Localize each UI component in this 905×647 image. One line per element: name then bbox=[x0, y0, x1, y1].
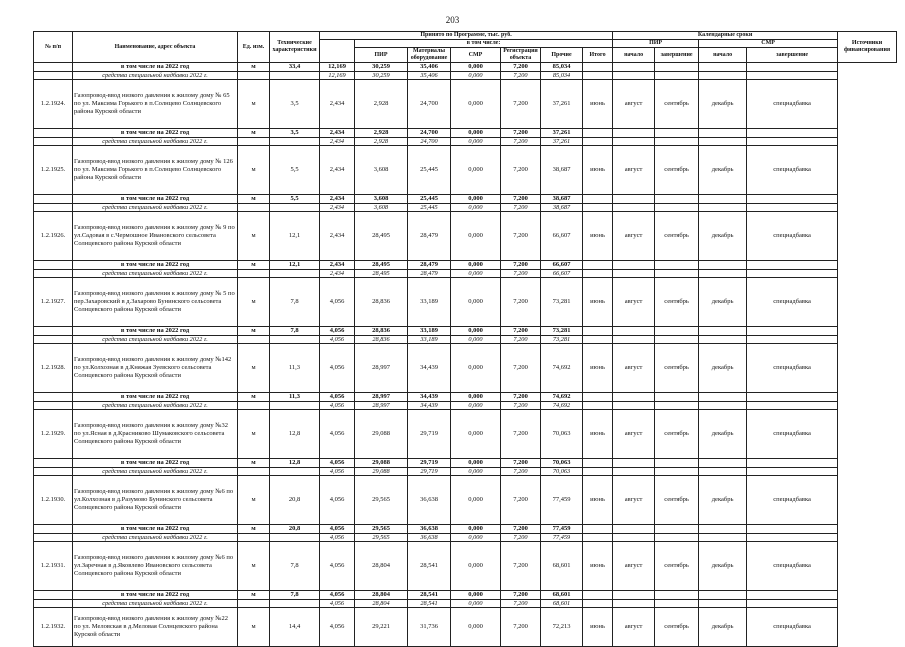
object-unit: м bbox=[238, 146, 270, 195]
smr-end: декабрь bbox=[699, 608, 747, 647]
object-total: 70,063 bbox=[541, 410, 583, 459]
object-pir: 4,056 bbox=[320, 476, 355, 525]
table-row bbox=[34, 608, 897, 647]
object-smr: 36,638 bbox=[408, 476, 451, 525]
table-row bbox=[34, 344, 897, 393]
header-other: Прочие bbox=[541, 48, 583, 63]
subtotal-row: в том числе на 2022 год м 20,8 4,056 29,565 36,638 0,000 7,200 77,459 bbox=[34, 525, 897, 534]
object-tech: 12,8 bbox=[270, 410, 320, 459]
header-unit: Ед. изм. bbox=[238, 32, 270, 63]
table-header bbox=[34, 32, 897, 63]
pir-start: июнь bbox=[583, 608, 613, 647]
funding-source: спецнадбавка bbox=[747, 146, 838, 195]
special-funds-row: средства специальной надбавки 2022 г. 4,056 29,088 29,719 0,000 7,200 70,063 bbox=[34, 468, 897, 476]
row-label: в том числе на 2022 год bbox=[73, 63, 238, 72]
row-label: в том числе на 2022 год bbox=[73, 129, 238, 138]
header-registration: Регистрация объекта bbox=[501, 48, 541, 63]
object-smr: 31,736 bbox=[408, 608, 451, 647]
header-smr-group: СМР bbox=[699, 40, 838, 48]
object-name: Газопровод-ввод низкого давления к жилому дому №6 по ул.Заречная в д.Яковлево Ивановского сельсовета Солнцевского района Курской области bbox=[73, 542, 238, 591]
carryover-total-row: в том числе на 2022 год м 33,4 12,169 30,259 35,406 0,000 7,200 85,034 bbox=[34, 63, 897, 72]
object-unit: м bbox=[238, 80, 270, 129]
object-number: 1.2.1929. bbox=[34, 410, 73, 459]
object-name: Газопровод-ввод низкого давления к жилому дому №32 по ул.Ясная в д.Красниково Шумаковского сельсовета Солнцевского района Курской области bbox=[73, 410, 238, 459]
object-pir: 4,056 bbox=[320, 278, 355, 327]
subtotal-row: в том числе на 2022 год м 12,1 2,434 28,495 28,479 0,000 7,200 66,607 bbox=[34, 261, 897, 270]
row-label: в том числе на 2022 год bbox=[73, 327, 238, 336]
smr-end: декабрь bbox=[699, 542, 747, 591]
object-number: 1.2.1932. bbox=[34, 608, 73, 647]
special-funds-row: средства специальной надбавки 2022 г. 4,056 28,804 28,541 0,000 7,200 68,601 bbox=[34, 600, 897, 608]
object-registration: 0,000 bbox=[451, 146, 501, 195]
pir-end: август bbox=[613, 608, 655, 647]
object-materials: 29,088 bbox=[355, 410, 408, 459]
pir-end: август bbox=[613, 278, 655, 327]
table-row bbox=[34, 542, 897, 591]
header-pir-group: ПИР bbox=[613, 40, 699, 48]
row-label: средства специальной надбавки 2022 г. bbox=[73, 402, 238, 410]
table-row bbox=[34, 278, 897, 327]
header-total: Итого bbox=[583, 48, 613, 63]
funding-source: спецнадбавка bbox=[747, 80, 838, 129]
object-pir: 4,056 bbox=[320, 542, 355, 591]
carryover-funds-row: средства специальной надбавки 2022 г. 12,169 30,259 35,406 0,000 7,200 85,034 bbox=[34, 72, 897, 80]
header-including: в том числе: bbox=[355, 40, 613, 48]
row-label: средства специальной надбавки 2022 г. bbox=[73, 72, 238, 80]
subtotal-row: в том числе на 2022 год м 3,5 2,434 2,928 24,700 0,000 7,200 37,261 bbox=[34, 129, 897, 138]
object-tech: 12,1 bbox=[270, 212, 320, 261]
object-number: 1.2.1926. bbox=[34, 212, 73, 261]
object-other: 7,200 bbox=[501, 410, 541, 459]
smr-start: сентябрь bbox=[655, 146, 699, 195]
object-materials: 3,608 bbox=[355, 146, 408, 195]
subtotal-row: в том числе на 2022 год м 7,8 4,056 28,836 33,189 0,000 7,200 73,281 bbox=[34, 327, 897, 336]
object-tech: 7,8 bbox=[270, 278, 320, 327]
object-other: 7,200 bbox=[501, 212, 541, 261]
object-unit: м bbox=[238, 542, 270, 591]
table-row bbox=[34, 212, 897, 261]
object-pir: 4,056 bbox=[320, 608, 355, 647]
object-tech: 20,8 bbox=[270, 476, 320, 525]
object-smr: 25,445 bbox=[408, 146, 451, 195]
table-row bbox=[34, 410, 897, 459]
object-tech: 11,3 bbox=[270, 344, 320, 393]
header-source: Источники финансирования bbox=[838, 32, 897, 63]
header-pir-end: завершение bbox=[655, 48, 699, 63]
budget-table bbox=[33, 31, 897, 647]
funding-source: спецнадбавка bbox=[747, 608, 838, 647]
table-body bbox=[34, 63, 897, 647]
object-other: 7,200 bbox=[501, 146, 541, 195]
object-unit: м bbox=[238, 278, 270, 327]
header-accepted-group: Принято по Программе, тыс. руб. bbox=[320, 32, 613, 40]
row-label: средства специальной надбавки 2022 г. bbox=[73, 270, 238, 278]
funding-source: спецнадбавка bbox=[747, 344, 838, 393]
object-registration: 0,000 bbox=[451, 80, 501, 129]
page-number: 203 bbox=[445, 15, 460, 25]
special-funds-row: средства специальной надбавки 2022 г. 4,056 28,997 34,439 0,000 7,200 74,692 bbox=[34, 402, 897, 410]
object-materials: 28,836 bbox=[355, 278, 408, 327]
object-other: 7,200 bbox=[501, 608, 541, 647]
pir-start: июнь bbox=[583, 146, 613, 195]
object-total: 66,607 bbox=[541, 212, 583, 261]
object-number: 1.2.1927. bbox=[34, 278, 73, 327]
header-smr: СМР bbox=[451, 48, 501, 63]
object-tech: 7,8 bbox=[270, 542, 320, 591]
smr-start: сентябрь bbox=[655, 476, 699, 525]
smr-end: декабрь bbox=[699, 146, 747, 195]
object-number: 1.2.1930. bbox=[34, 476, 73, 525]
pir-end: август bbox=[613, 344, 655, 393]
funding-source: спецнадбавка bbox=[747, 278, 838, 327]
row-label: в том числе на 2022 год bbox=[73, 261, 238, 270]
object-number: 1.2.1925. bbox=[34, 146, 73, 195]
smr-end: декабрь bbox=[699, 212, 747, 261]
object-registration: 0,000 bbox=[451, 278, 501, 327]
object-smr: 28,541 bbox=[408, 542, 451, 591]
subtotal-row: в том числе на 2022 год м 11,3 4,056 28,997 34,439 0,000 7,200 74,692 bbox=[34, 393, 897, 402]
smr-start: сентябрь bbox=[655, 212, 699, 261]
smr-end: декабрь bbox=[699, 278, 747, 327]
special-funds-row: средства специальной надбавки 2022 г. 2,434 28,495 28,479 0,000 7,200 66,607 bbox=[34, 270, 897, 278]
object-total: 74,692 bbox=[541, 344, 583, 393]
row-label: средства специальной надбавки 2022 г. bbox=[73, 204, 238, 212]
object-name: Газопровод-ввод низкого давления к жилому дому №142 по ул.Колхозная в д.Княжая Зуевского сельсовета Солнцевского района Курской области bbox=[73, 344, 238, 393]
object-registration: 0,000 bbox=[451, 476, 501, 525]
funding-source: спецнадбавка bbox=[747, 476, 838, 525]
object-materials: 28,997 bbox=[355, 344, 408, 393]
special-funds-row: средства специальной надбавки 2022 г. 4,056 28,836 33,189 0,000 7,200 73,281 bbox=[34, 336, 897, 344]
row-label: средства специальной надбавки 2022 г. bbox=[73, 600, 238, 608]
object-total: 38,687 bbox=[541, 146, 583, 195]
object-name: Газопровод-ввод низкого давления к жилому дому №22 по ул. Меловская в д.Меловая Солнцевского района Курской области bbox=[73, 608, 238, 647]
smr-start: сентябрь bbox=[655, 542, 699, 591]
pir-end: август bbox=[613, 476, 655, 525]
row-label: в том числе на 2022 год bbox=[73, 195, 238, 204]
object-number: 1.2.1924. bbox=[34, 80, 73, 129]
object-registration: 0,000 bbox=[451, 608, 501, 647]
object-total: 72,213 bbox=[541, 608, 583, 647]
pir-start: июнь bbox=[583, 80, 613, 129]
object-smr: 33,189 bbox=[408, 278, 451, 327]
row-label: в том числе на 2022 год bbox=[73, 525, 238, 534]
object-tech: 5,5 bbox=[270, 146, 320, 195]
pir-start: июнь bbox=[583, 542, 613, 591]
object-smr: 28,479 bbox=[408, 212, 451, 261]
header-smr-start: начало bbox=[699, 48, 747, 63]
row-label: средства специальной надбавки 2022 г. bbox=[73, 336, 238, 344]
row-label: в том числе на 2022 год bbox=[73, 591, 238, 600]
row-label: средства специальной надбавки 2022 г. bbox=[73, 468, 238, 476]
object-unit: м bbox=[238, 344, 270, 393]
object-unit: м bbox=[238, 476, 270, 525]
smr-end: декабрь bbox=[699, 476, 747, 525]
object-total: 73,281 bbox=[541, 278, 583, 327]
object-pir: 2,434 bbox=[320, 80, 355, 129]
object-materials: 2,928 bbox=[355, 80, 408, 129]
pir-end: август bbox=[613, 212, 655, 261]
object-number: 1.2.1928. bbox=[34, 344, 73, 393]
object-name: Газопровод-ввод низкого давления к жилому дому № 126 по ул. Максима Горького в п.Солнцево Солнцевского района Курской области bbox=[73, 146, 238, 195]
object-materials: 29,565 bbox=[355, 476, 408, 525]
object-other: 7,200 bbox=[501, 476, 541, 525]
object-registration: 0,000 bbox=[451, 212, 501, 261]
object-pir: 4,056 bbox=[320, 410, 355, 459]
object-smr: 24,700 bbox=[408, 80, 451, 129]
row-label: средства специальной надбавки 2022 г. bbox=[73, 534, 238, 542]
row-label: средства специальной надбавки 2022 г. bbox=[73, 138, 238, 146]
object-tech: 3,5 bbox=[270, 80, 320, 129]
object-unit: м bbox=[238, 608, 270, 647]
object-materials: 29,221 bbox=[355, 608, 408, 647]
pir-end: август bbox=[613, 146, 655, 195]
row-label: в том числе на 2022 год bbox=[73, 459, 238, 468]
smr-start: сентябрь bbox=[655, 608, 699, 647]
pir-start: июнь bbox=[583, 278, 613, 327]
special-funds-row: средства специальной надбавки 2022 г. 4,056 29,565 36,638 0,000 7,200 77,459 bbox=[34, 534, 897, 542]
object-other: 7,200 bbox=[501, 278, 541, 327]
special-funds-row: средства специальной надбавки 2022 г. 2,434 3,608 25,445 0,000 7,200 38,687 bbox=[34, 204, 897, 212]
smr-end: декабрь bbox=[699, 344, 747, 393]
subtotal-row: в том числе на 2022 год м 7,8 4,056 28,804 28,541 0,000 7,200 68,601 bbox=[34, 591, 897, 600]
header-pir: ПИР bbox=[355, 48, 408, 63]
table-row bbox=[34, 146, 897, 195]
pir-start: июнь bbox=[583, 476, 613, 525]
header-accepted-spacer bbox=[320, 40, 355, 63]
table-row bbox=[34, 80, 897, 129]
smr-end: декабрь bbox=[699, 410, 747, 459]
object-unit: м bbox=[238, 410, 270, 459]
object-smr: 29,719 bbox=[408, 410, 451, 459]
object-unit: м bbox=[238, 212, 270, 261]
object-total: 37,261 bbox=[541, 80, 583, 129]
header-calendar-group: Календарные сроки bbox=[613, 32, 838, 40]
object-total: 77,459 bbox=[541, 476, 583, 525]
pir-start: июнь bbox=[583, 410, 613, 459]
object-name: Газопровод-ввод низкого давления к жилому дому №6 по ул.Колхозная в д.Разумово Бунинского сельсовета Солнцевского района Курской области bbox=[73, 476, 238, 525]
funding-source: спецнадбавка bbox=[747, 542, 838, 591]
pir-start: июнь bbox=[583, 344, 613, 393]
smr-start: сентябрь bbox=[655, 278, 699, 327]
object-materials: 28,804 bbox=[355, 542, 408, 591]
object-registration: 0,000 bbox=[451, 344, 501, 393]
object-materials: 28,495 bbox=[355, 212, 408, 261]
header-pir-start: начало bbox=[613, 48, 655, 63]
object-name: Газопровод-ввод низкого давления к жилому дому № 9 по ул.Садовая в с.Чермошное Ивановского сельсовета Солнцевского района Курской области bbox=[73, 212, 238, 261]
pir-start: июнь bbox=[583, 212, 613, 261]
smr-start: сентябрь bbox=[655, 410, 699, 459]
object-pir: 4,056 bbox=[320, 344, 355, 393]
object-name: Газопровод-ввод низкого давления к жилому дому № 5 по пер.Захаровский в д.Захарово Бунинского сельсовета Солнцевского района Курской области bbox=[73, 278, 238, 327]
subtotal-row: в том числе на 2022 год м 5,5 2,434 3,608 25,445 0,000 7,200 38,687 bbox=[34, 195, 897, 204]
object-other: 7,200 bbox=[501, 344, 541, 393]
table-row bbox=[34, 476, 897, 525]
object-other: 7,200 bbox=[501, 80, 541, 129]
object-registration: 0,000 bbox=[451, 542, 501, 591]
pir-end: август bbox=[613, 410, 655, 459]
smr-start: сентябрь bbox=[655, 344, 699, 393]
object-other: 7,200 bbox=[501, 542, 541, 591]
header-tech: Технические характеристики bbox=[270, 32, 320, 63]
object-tech: 14,4 bbox=[270, 608, 320, 647]
special-funds-row: средства специальной надбавки 2022 г. 2,434 2,928 24,700 0,000 7,200 37,261 bbox=[34, 138, 897, 146]
object-pir: 2,434 bbox=[320, 146, 355, 195]
object-registration: 0,000 bbox=[451, 410, 501, 459]
header-name: Наименование, адрес объекта bbox=[73, 32, 238, 63]
funding-source: спецнадбавка bbox=[747, 410, 838, 459]
funding-source: спецнадбавка bbox=[747, 212, 838, 261]
object-pir: 2,434 bbox=[320, 212, 355, 261]
object-name: Газопровод-ввод низкого давления к жилому дому № 65 по ул. Максима Горького в п.Солнцево Солнцевского района Курской области bbox=[73, 80, 238, 129]
header-num: № п/п bbox=[34, 32, 73, 63]
row-label: в том числе на 2022 год bbox=[73, 393, 238, 402]
header-smr-end: завершение bbox=[747, 48, 838, 63]
object-number: 1.2.1931. bbox=[34, 542, 73, 591]
smr-start: сентябрь bbox=[655, 80, 699, 129]
object-smr: 34,439 bbox=[408, 344, 451, 393]
smr-end: декабрь bbox=[699, 80, 747, 129]
object-total: 68,601 bbox=[541, 542, 583, 591]
header-materials: Материалы оборудование bbox=[408, 48, 451, 63]
pir-end: август bbox=[613, 542, 655, 591]
pir-end: август bbox=[613, 80, 655, 129]
subtotal-row: в том числе на 2022 год м 12,8 4,056 29,088 29,719 0,000 7,200 70,063 bbox=[34, 459, 897, 468]
